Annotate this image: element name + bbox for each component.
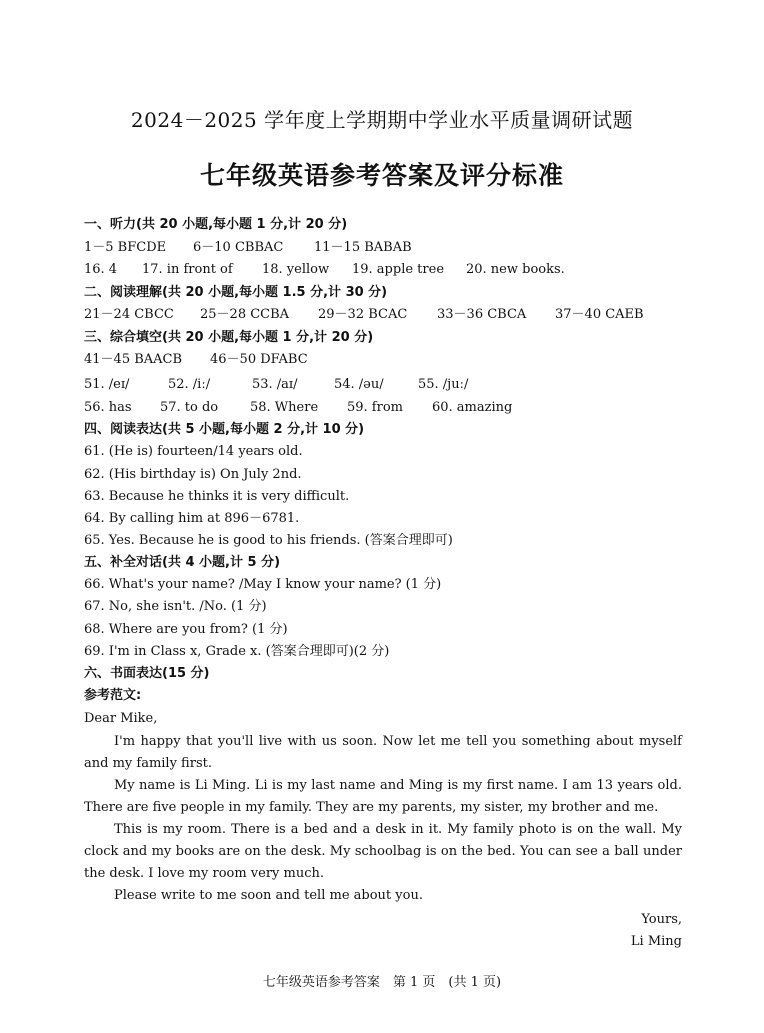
answer-item: 56. has xyxy=(84,400,132,415)
answer-group: 29－32 BCAC xyxy=(318,307,408,322)
answer-group: 37－40 CAEB xyxy=(555,307,644,322)
answer-item: 54. /əu/ xyxy=(334,377,384,392)
answer-line: 67. No, she isn't. /No. (1 分) xyxy=(84,599,267,614)
section-heading-listening: 一、听力(共 20 小题,每小题 1 分,计 20 分) xyxy=(84,217,348,232)
section-heading-writing: 六、书面表达(15 分) xyxy=(84,666,210,681)
section-heading-cloze: 三、综合填空(共 20 小题,每小题 1 分,计 20 分) xyxy=(84,330,374,345)
sample-essay-label: 参考范文: xyxy=(84,688,142,703)
answer-line: 65. Yes. Because he is good to his friends. (答案合理即可) xyxy=(84,533,453,548)
section-heading-expression: 四、阅读表达(共 5 小题,每小题 2 分,计 10 分) xyxy=(84,422,365,437)
document-title: 七年级英语参考答案及评分标准 xyxy=(199,161,564,190)
essay-paragraph: This is my room. There is a bed and a desk in it. My family photo is on the wall. My clock and my books are on the desk. My schoolbag is on the bed. You can see a ball under the desk. I love my room very much. xyxy=(84,822,682,881)
answer-group: 6－10 CBBAC xyxy=(193,240,284,255)
answer-item: 60. amazing xyxy=(432,400,513,415)
answer-group: 11－15 BABAB xyxy=(314,240,412,255)
answer-item: 53. /aɪ/ xyxy=(252,377,298,392)
answer-item: 57. to do xyxy=(160,400,219,415)
answer-line: 69. I'm in Class x, Grade x. (答案合理即可)(2 分) xyxy=(84,644,390,659)
answer-item: 58. Where xyxy=(250,400,319,415)
exam-title: 2024－2025 学年度上学期期中学业水平质量调研试题 xyxy=(130,108,634,132)
answer-item: 20. new books. xyxy=(466,262,565,277)
section-heading-dialogue: 五、补全对话(共 4 小题,计 5 分) xyxy=(84,555,281,570)
answer-group: 1－5 BFCDE xyxy=(84,240,167,255)
answer-group: 46－50 DFABC xyxy=(210,352,308,367)
answer-group: 33－36 CBCA xyxy=(437,307,527,322)
answer-item: 51. /eɪ/ xyxy=(84,377,130,392)
answer-line: 64. By calling him at 896－6781. xyxy=(84,511,300,526)
letter-closing: Yours, xyxy=(641,912,682,927)
page-footer: 七年级英语参考答案 第 1 页 (共 1 页) xyxy=(262,975,502,990)
essay-paragraph: My name is Li Ming. Li is my last name and Ming is my first name. I am 13 years old. There are five people in my family. They are my parents, my sister, my brother and me. xyxy=(84,778,682,815)
answer-line: 63. Because he thinks it is very difficult. xyxy=(84,489,350,504)
answer-item: 16. 4 xyxy=(84,262,118,277)
answer-item: 17. in front of xyxy=(142,262,233,277)
essay-paragraph: Please write to me soon and tell me about you. xyxy=(114,888,423,903)
answer-item: 52. /iː/ xyxy=(168,377,211,392)
answer-item: 55. /juː/ xyxy=(418,377,469,392)
answer-group: 21－24 CBCC xyxy=(84,307,174,322)
answer-group: 25－28 CCBA xyxy=(200,307,290,322)
answer-item: 59. from xyxy=(347,400,403,415)
answer-item: 19. apple tree xyxy=(352,262,445,277)
answer-line: 61. (He is) fourteen/14 years old. xyxy=(84,444,303,459)
answer-line: 68. Where are you from? (1 分) xyxy=(84,622,288,637)
section-heading-reading: 二、阅读理解(共 20 小题,每小题 1.5 分,计 30 分) xyxy=(84,285,388,300)
essay-paragraph: I'm happy that you'll live with us soon. Now let me tell you something about myself and my family first. xyxy=(84,734,682,771)
letter-signature: Li Ming xyxy=(630,934,682,949)
letter-greeting: Dear Mike, xyxy=(84,711,158,726)
answer-group: 41－45 BAACB xyxy=(84,352,183,367)
answer-line: 62. (His birthday is) On July 2nd. xyxy=(84,467,302,482)
answer-item: 18. yellow xyxy=(262,262,330,277)
answer-line: 66. What's your name? /May I know your name? (1 分) xyxy=(84,577,442,592)
